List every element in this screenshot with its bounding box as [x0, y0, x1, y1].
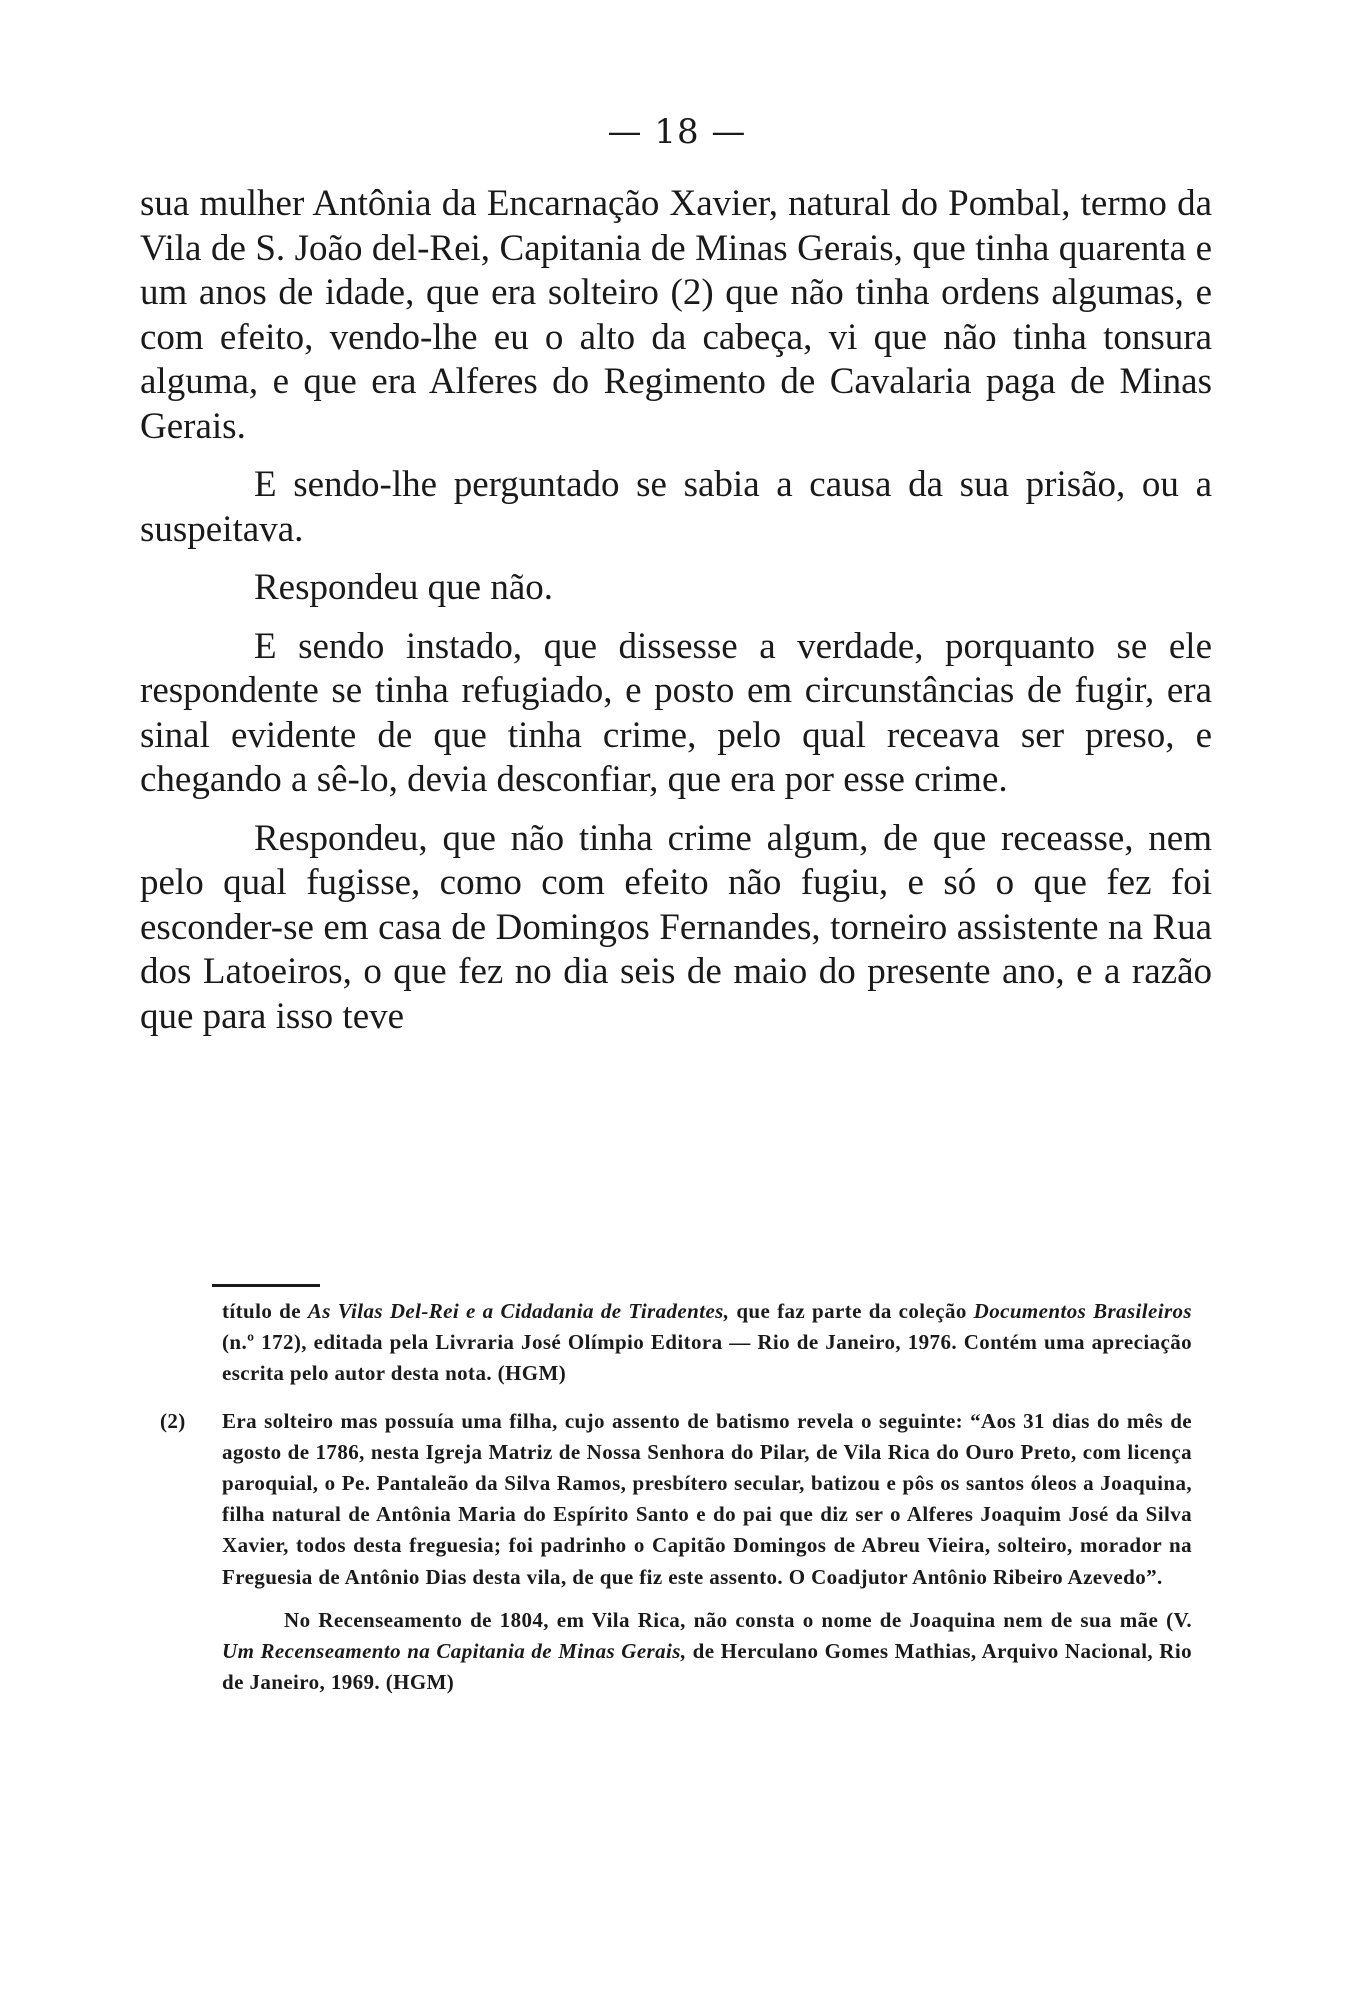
footnote-text-segment: (n.º 172), editada pela Livraria José Olímpio Editora — Rio de Janeiro, 1976. Contém uma apreciação escrita pelo autor desta nota. (HGM): [222, 1330, 1192, 1386]
footnote-2: [160, 1406, 1192, 1699]
page-number: — 18 —: [607, 112, 747, 152]
paragraph-1: sua mulher Antônia da Encarnação Xavier, natural do Pombal, termo da Vila de S. João del-Rei, Capitania de Minas Gerais, que tinha quarenta e um anos de idade, que era solteiro (2) que não tinha ordens algumas, e com efeito, vendo-lhe eu o alto da cabeça, vi que não tinha tonsura alguma, e que era Alferes do Regimento de Cavalaria paga de Minas Gerais.: [140, 183, 1212, 447]
footnote-text-segment: título de: [222, 1299, 308, 1323]
footnote-separator: [212, 1284, 320, 1287]
book-title: Um Recenseamento na Capitania de Minas Gerais,: [222, 1639, 687, 1664]
collection-title: Documentos Brasileiros: [973, 1299, 1192, 1323]
footnote-marker: (2): [160, 1408, 186, 1433]
paragraph-4: E sendo instado, que dissesse a verdade, porquanto se ele respondente se tinha refugiado, e posto em circunstâncias de fugir, era sinal evidente de que tinha crime, pelo qual receava ser preso, e chegando a sê-lo, devia desconfiar, que era por esse crime.: [140, 625, 1212, 800]
footnote-text-segment: No Recenseamento de 1804, em Vila Rica, não consta o nome de Joaquina nem de sua mãe (V.: [284, 1607, 1192, 1632]
footnote-continued-text: [222, 1296, 1192, 1390]
book-title: As Vilas Del-Rei e a Cidadania de Tiradentes,: [307, 1299, 730, 1323]
footnotes: [160, 1296, 1192, 1714]
paragraph-3: Respondeu que não.: [254, 567, 554, 608]
footnote-text-segment: que faz parte da coleção: [729, 1299, 974, 1323]
paragraph-5: Respondeu, que não tinha crime algum, de que receasse, nem pelo qual fugisse, como com efeito não fugiu, e só o que fez foi esconder-se em casa de Domingos Fernandes, torneiro assistente na Rua dos Latoeiros, o que fez no dia seis de maio do presente ano, e a razão que para isso teve: [140, 817, 1212, 1037]
main-text: [140, 182, 1212, 1053]
footnote-2-paragraph-2: [222, 1605, 1192, 1699]
paragraph-2: E sendo-lhe perguntado se sabia a causa da sua prisão, ou a suspeitava.: [140, 464, 1212, 550]
footnote-text-segment: de Herculano Gomes Mathias, Arquivo Nacional, Rio de Janeiro, 1969. (HGM): [222, 1639, 1192, 1695]
footnote-2-paragraph-1: Era solteiro mas possuía uma filha, cujo assento de batismo revela o seguinte: “Aos 31 dias do mês de agosto de 1786, nesta Igreja Matriz de Nossa Senhora do Pilar, de Vila Rica do Ouro Preto, com licença paroquial, o Pe. Pantaleão da Silva Ramos, presbítero secular, batizou e pôs os santos óleos a Joaquina, filha natural de Antônia Maria do Espírito Santo e do pai que diz ser o Alferes Joaquim José da Silva Xavier, todos desta freguesia; foi padrinho o Capitão Domingos de Abreu Vieira, solteiro, morador na Freguesia de Antônio Dias desta vila, de que fiz este assento. O Coadjutor Antônio Ribeiro Azevedo”.: [222, 1408, 1192, 1589]
footnote-continued: [160, 1296, 1192, 1390]
